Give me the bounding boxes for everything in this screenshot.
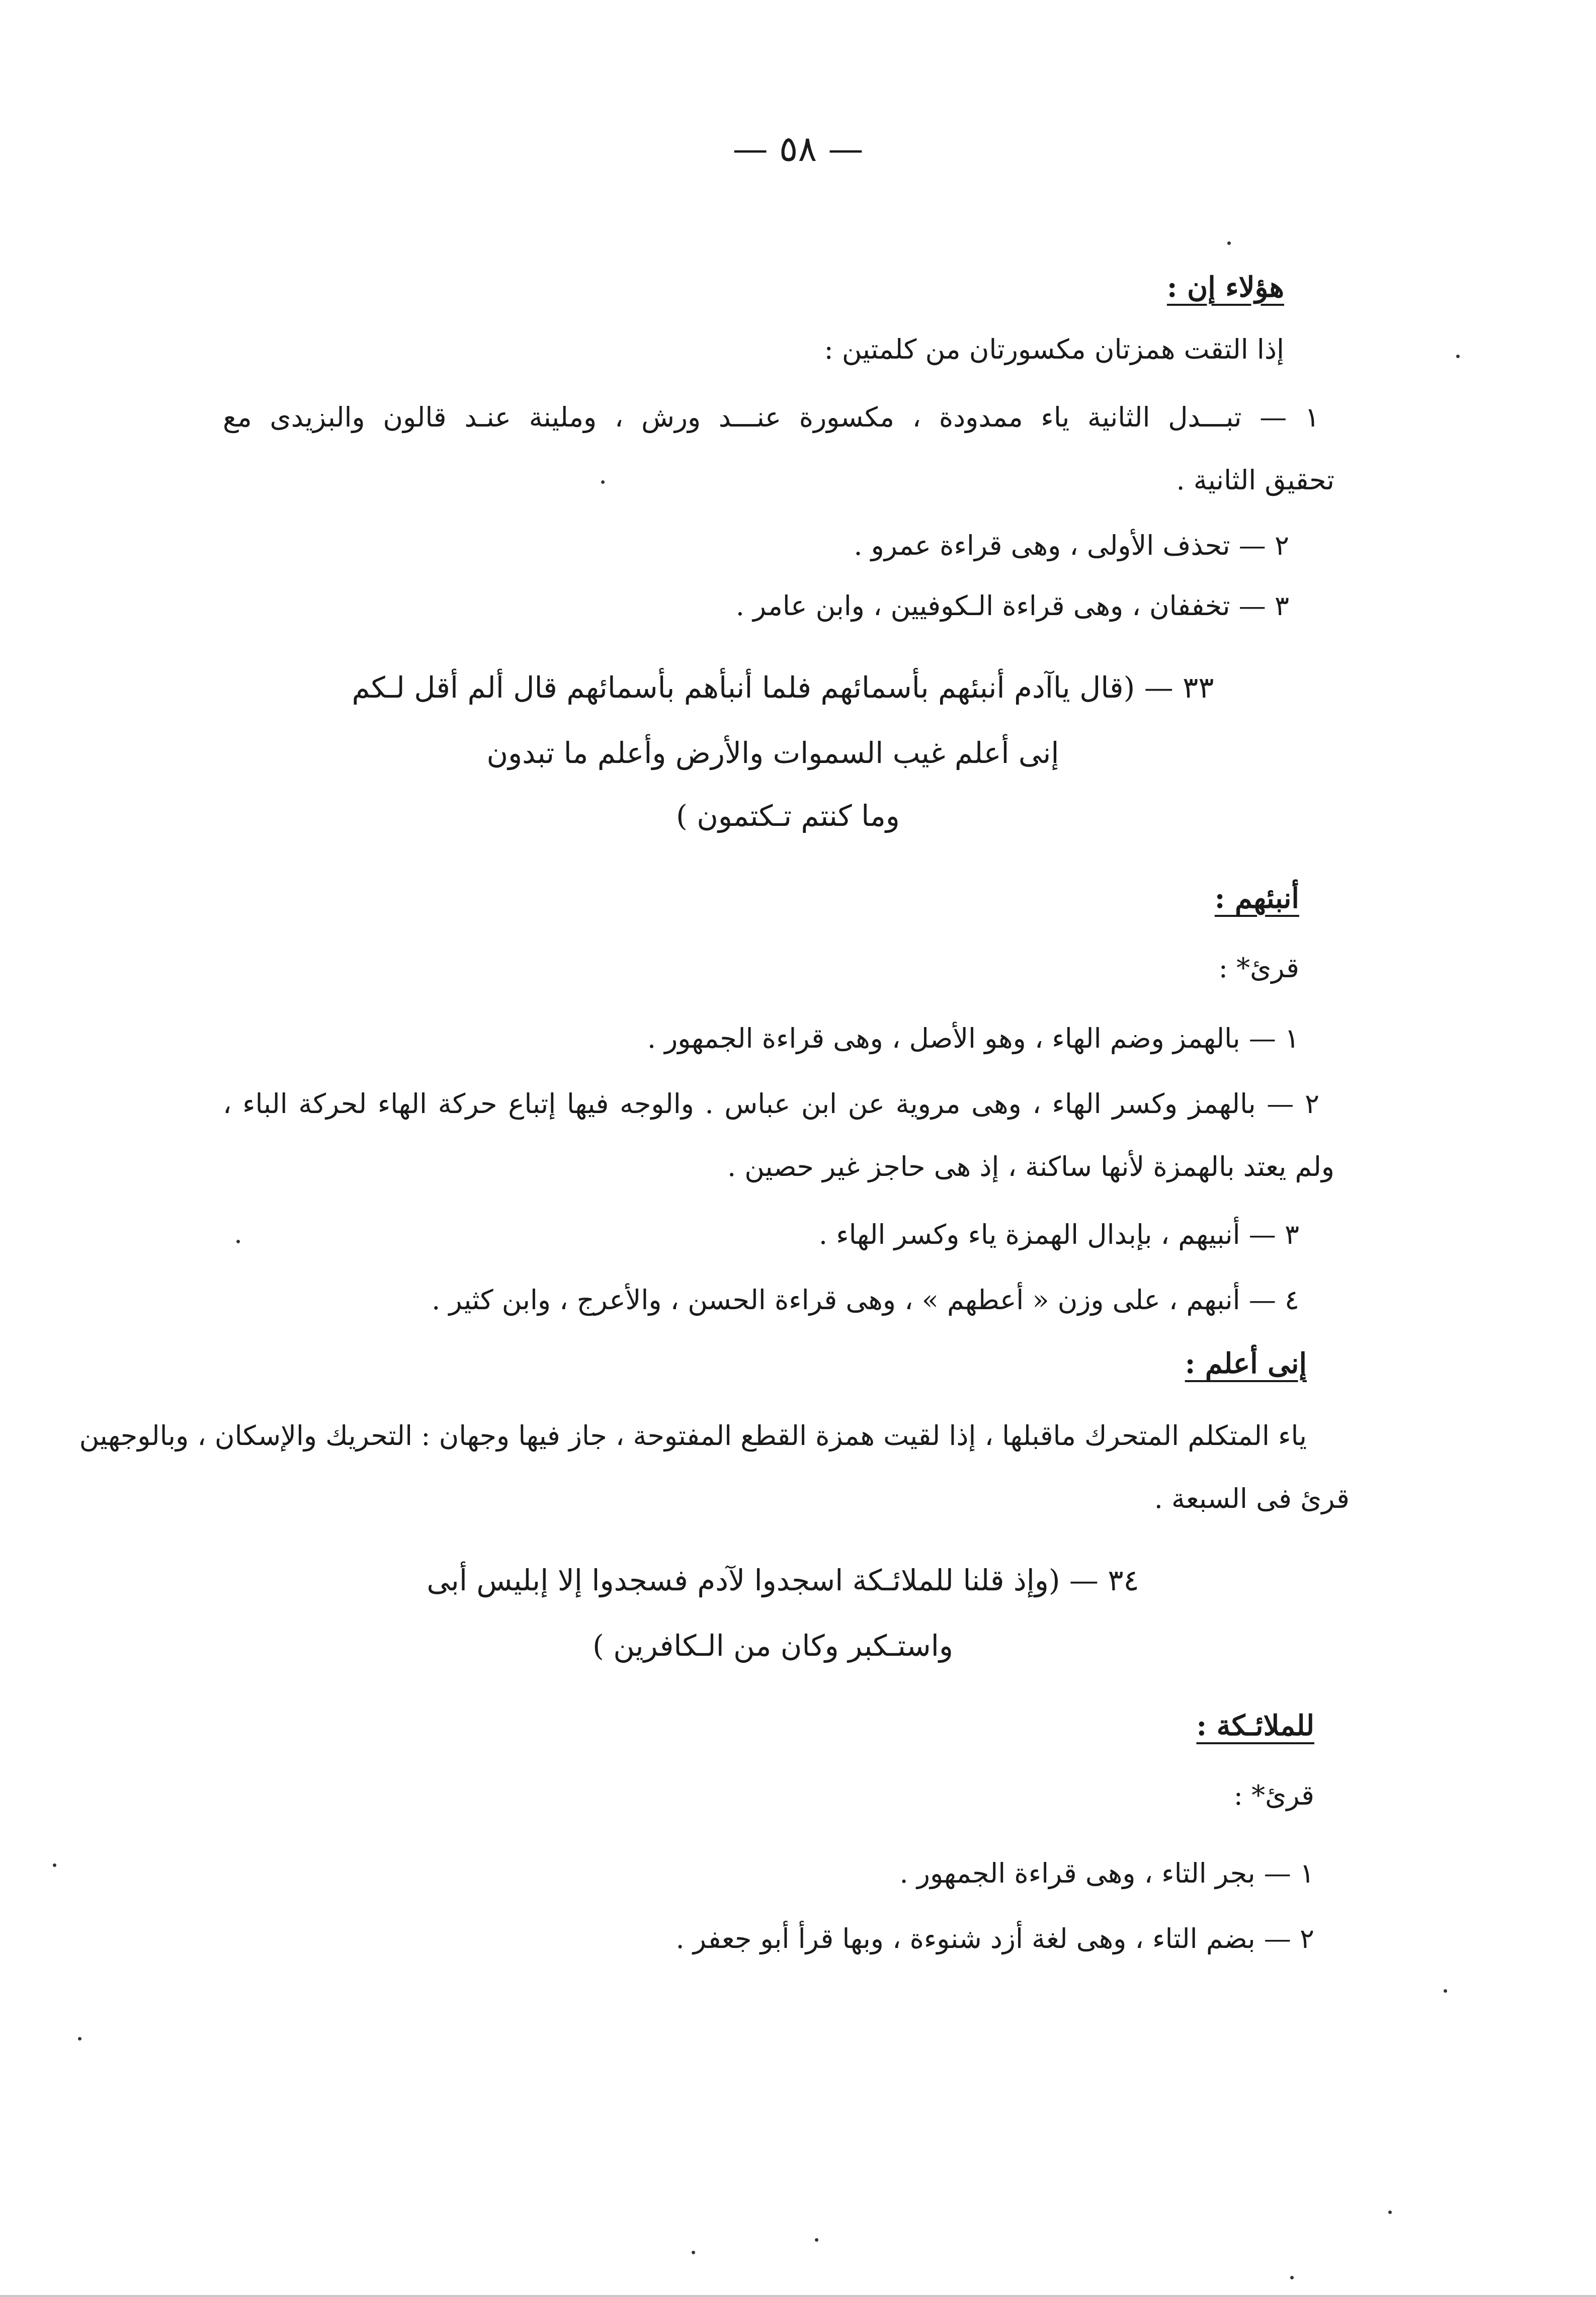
section3-line1: ياء المتكلم المتحرك ماقبلها ، إذا لقيت همزة القطع المفتوحة ، جاز فيها وجهان : التحريك والإسكان ، وبالوجهين	[79, 1420, 1307, 1452]
verse-33-line1: ٣٣ — (قال ياآدم أنبئهم بأسمائهم فلما أنبأهم بأسمائهم قال ألم أقل لـكم	[352, 670, 1214, 705]
page-number: — ٥٨ —	[732, 128, 864, 169]
scan-speck	[1456, 355, 1460, 358]
section1-item1-line2: تحقيق الثانية .	[1176, 464, 1334, 496]
section1-item3: ٣ — تخففان ، وهى قراءة الـكوفيين ، وابن عامر .	[735, 590, 1289, 622]
verse-33-line2: إنى أعلم غيب السموات والأرض وأعلم ما تبدون	[486, 736, 1059, 770]
section-heading-haulai-in: هؤلاء إن :	[1166, 271, 1284, 304]
scan-speck	[815, 2238, 818, 2242]
section-heading-anbihum: أنبئهم :	[1214, 882, 1299, 915]
scan-speck	[53, 1863, 56, 1867]
scan-speck	[1444, 1989, 1447, 1993]
section2-item1: ١ — بالهمز وضم الهاء ، وهو الأصل ، وهى قراءة الجمهور .	[647, 1023, 1299, 1054]
section2-item3: ٣ — أنبيهم ، بإبدال الهمزة ياء وكسر الهاء .	[818, 1219, 1299, 1250]
section4-item2: ٢ — بضم التاء ، وهى لغة أزد شنوءة ، وبها قرأ أبو جعفر .	[676, 1923, 1314, 1954]
section2-item2-line2: ولم يعتد بالهمزة لأنها ساكنة ، إذ هى حاجز غير حصين .	[727, 1151, 1334, 1182]
section3-line2: قرئ فى السبعة .	[1154, 1483, 1350, 1514]
scan-speck	[1227, 241, 1231, 245]
scan-speck	[1388, 2210, 1392, 2214]
verse-34-line1: ٣٤ — (وإذ قلنا للملائـكة اسجدوا لآدم فسجدوا إلا إبليس أبى	[427, 1563, 1139, 1597]
section4-item1: ١ — بجر التاء ، وهى قراءة الجمهور .	[899, 1857, 1314, 1889]
scan-speck	[236, 1240, 240, 1243]
scan-speck	[78, 2037, 81, 2040]
verse-34-line2: واستـكبر وكان من الـكافرين )	[593, 1629, 953, 1663]
section4-qurie-label: قرئ* :	[1233, 1779, 1314, 1811]
scan-speck	[692, 2251, 695, 2254]
section1-item1-line1: ١ — تبـــدل الثانية ياء ممدودة ، مكسورة عنـــد ورش ، وملينة عنـد قالون والبزيدى مع	[223, 401, 1319, 433]
section2-item4: ٤ — أنبهم ، على وزن « أعطهم » ، وهى قراءة الحسن ، والأعرج ، وابن كثير .	[432, 1284, 1299, 1316]
verse-33-line3: وما كنتم تـكتمون )	[676, 799, 900, 833]
section-heading-inni-alam: إنى أعلم :	[1185, 1347, 1307, 1380]
scan-speck	[601, 480, 605, 484]
scan-speck	[1290, 2276, 1294, 2279]
section2-item2-line1: ٢ — بالهمز وكسر الهاء ، وهى مروية عن ابن عباس . والوجه فيها إتباع حركة الهاء لحركة الباء ،	[223, 1088, 1319, 1120]
section2-qurie-label: قرئ* :	[1218, 952, 1299, 984]
section-heading-lilmalaika: للملائـكة :	[1196, 1709, 1314, 1742]
section1-intro: إذا التقت همزتان مكسورتان من كلمتين :	[824, 333, 1284, 365]
section1-item2: ٢ — تحذف الأولى ، وهى قراءة عمرو .	[854, 530, 1289, 561]
